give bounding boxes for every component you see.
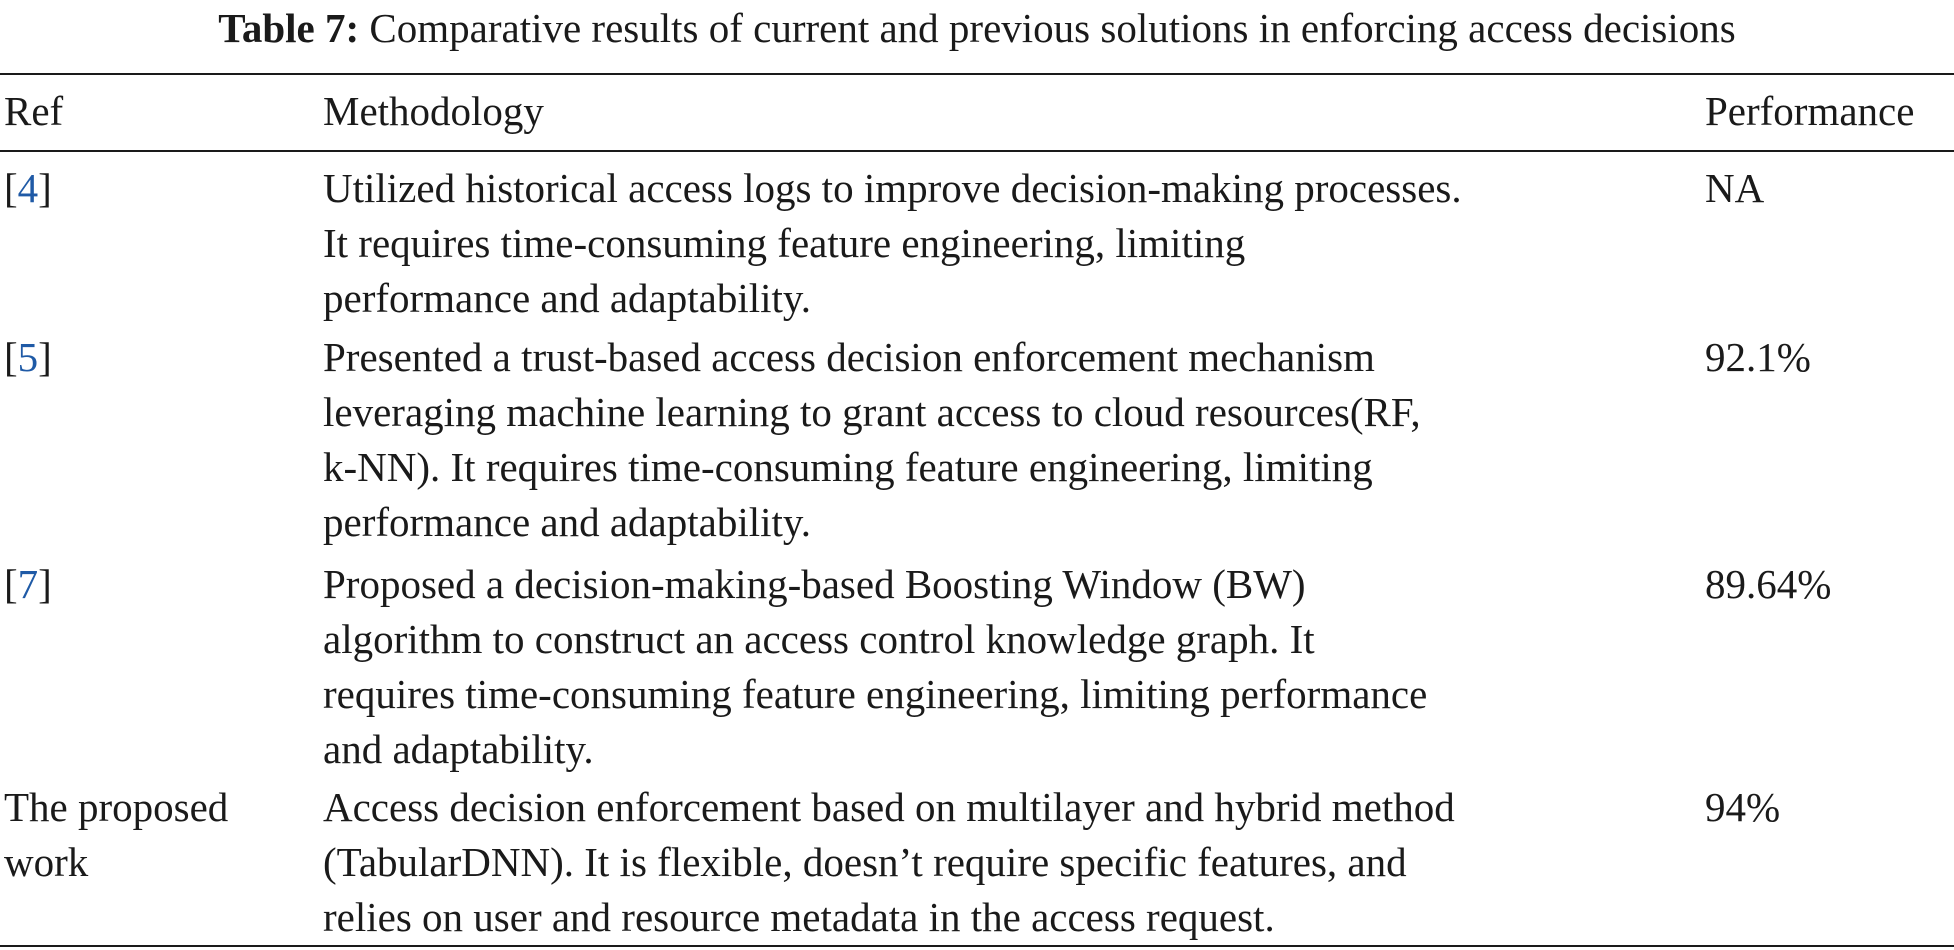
bracket-open: [	[4, 334, 18, 380]
methodology-line: Proposed a decision-making-based Boosting Window (BW)	[323, 561, 1306, 607]
citation-link-4[interactable]: 4	[17, 165, 39, 211]
bracket-close: ]	[38, 334, 52, 380]
performance-cell: NA	[1705, 165, 1765, 211]
ref-cell	[4, 161, 304, 216]
methodology-cell	[323, 330, 1673, 550]
methodology-line: Utilized historical access logs to improve decision-making processes.	[323, 165, 1462, 211]
bracket-close: ]	[38, 561, 52, 607]
bottom-rule	[0, 945, 1954, 947]
column-header-methodology: Methodology	[323, 88, 544, 134]
ref-cell	[4, 780, 304, 890]
ref-cell	[4, 557, 304, 612]
methodology-line: and adaptability.	[323, 726, 594, 772]
methodology-line: performance and adaptability.	[323, 275, 811, 321]
top-rule	[0, 73, 1954, 75]
citation-link-7[interactable]: 7	[17, 561, 39, 607]
methodology-line: leveraging machine learning to grant access to cloud resources(RF,	[323, 389, 1421, 435]
methodology-line: Access decision enforcement based on multilayer and hybrid method	[323, 784, 1455, 830]
performance-cell: 92.1%	[1705, 334, 1811, 380]
methodology-line: (TabularDNN). It is flexible, doesn’t require specific features, and	[323, 839, 1407, 885]
table-title: Comparative results of current and previous solutions in enforcing access decisions	[369, 5, 1736, 51]
methodology-cell	[323, 161, 1673, 326]
methodology-cell	[323, 780, 1673, 945]
header-rule	[0, 150, 1954, 152]
methodology-line: Presented a trust-based access decision enforcement mechanism	[323, 334, 1375, 380]
methodology-line: requires time-consuming feature engineering, limiting performance	[323, 671, 1428, 717]
bracket-open: [	[4, 165, 18, 211]
table-label: Table 7:	[218, 5, 360, 51]
performance-cell: 94%	[1705, 784, 1781, 830]
methodology-line: It requires time-consuming feature engineering, limiting	[323, 220, 1246, 266]
methodology-line: algorithm to construct an access control knowledge graph. It	[323, 616, 1315, 662]
methodology-cell	[323, 557, 1673, 777]
ref-cell	[4, 330, 304, 385]
table-caption	[0, 4, 1954, 52]
bracket-close: ]	[38, 165, 52, 211]
methodology-line: relies on user and resource metadata in the access request.	[323, 894, 1275, 940]
citation-link-5[interactable]: 5	[17, 334, 39, 380]
column-header-ref: Ref	[4, 88, 64, 134]
column-header-performance: Performance	[1705, 88, 1915, 134]
ref-text-line: The proposed	[4, 784, 229, 830]
bracket-open: [	[4, 561, 18, 607]
methodology-line: k-NN). It requires time-consuming feature engineering, limiting	[323, 444, 1373, 490]
ref-text-line: work	[4, 839, 89, 885]
methodology-line: performance and adaptability.	[323, 499, 811, 545]
performance-cell: 89.64%	[1705, 561, 1832, 607]
